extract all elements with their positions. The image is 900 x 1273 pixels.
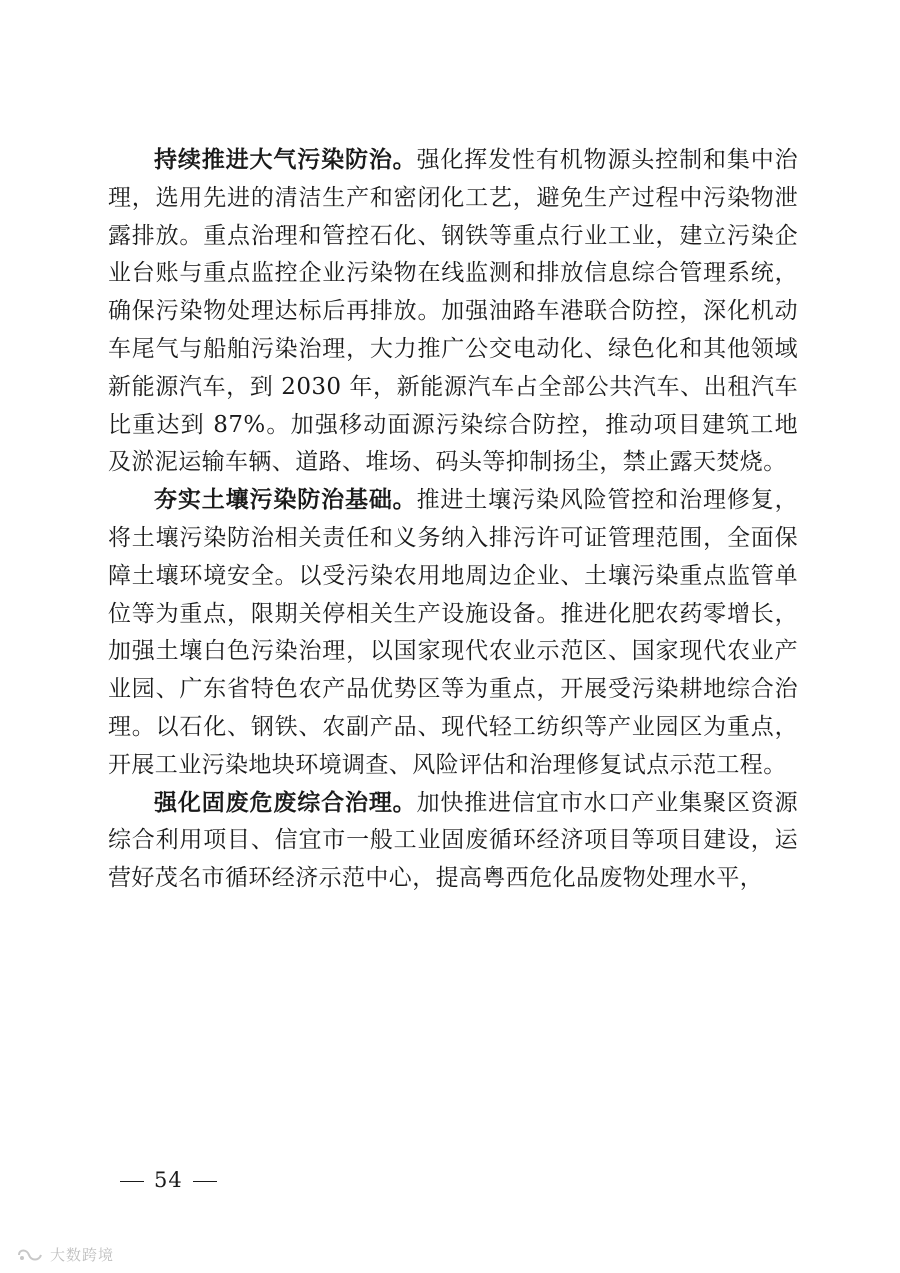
watermark <box>16 1244 114 1265</box>
paragraph-text: 推进土壤污染风险管控和治理修复，将土壤污染防治相关责任和义务纳入排污许可证管理范围，全面保障土壤环境安全。以受污染农用地周边企业、土壤污染重点监管单位等为重点，限期关停相关生产设施设备。推进化肥农药零增长，加强土壤白色污染治理，以国家现代农业示范区、国家现代农业产业园、广东省特色农产品优势区等为重点，开展受污染耕地综合治理。以石化、钢铁、农副产品、现代轻工纺织等产业园区为重点，开展工业污染地块环境调查、风险评估和治理修复试点示范工程。 <box>108 487 798 778</box>
paragraph-text: 强化挥发性有机物源头控制和集中治理，选用先进的清洁生产和密闭化工艺，避免生产过程中污染物泄露排放。重点治理和管控石化、钢铁等重点行业工业，建立污染企业台账与重点监控企业污染物在线监测和排放信息综合管理系统，确保污染物处理达标后再排放。加强油路车港联合防控，深化机动车尾气与船舶污染治理，大力推广公交电动化、绿色化和其他领域新能源汽车，到 2030 年，新能源汽车占全部公共汽车、出租汽车比重达到 87%。加强移动面源污染综合防控，推动项目建筑工地及淤泥运输车辆、道路、堆场、码头等抑制扬尘，禁止露天焚烧。 <box>108 147 798 476</box>
page-number-right-dash <box>193 1181 217 1182</box>
paragraph-heading: 夯实土壤污染防治基础。 <box>154 487 417 514</box>
watermark-text: 大数跨境 <box>50 1246 115 1264</box>
paragraph-air-pollution <box>108 142 798 482</box>
watermark-logo-icon <box>16 1246 44 1264</box>
page-number <box>110 1168 227 1192</box>
paragraph-heading: 强化固废危废综合治理。 <box>154 789 417 816</box>
paragraph-solid-waste <box>108 785 798 898</box>
document-body <box>108 142 798 898</box>
paragraph-soil-pollution <box>108 482 798 784</box>
paragraph-heading: 持续推进大气污染防治。 <box>154 147 417 173</box>
page-number-value: 54 <box>154 1168 183 1192</box>
paragraph-text: 加快推进信宜市水口产业集聚区资源综合利用项目、信宜市一般工业固废循环经济项目等项目建设，运营好茂名市循环经济示范中心，提高粤西危化品废物处理水平， <box>108 789 798 892</box>
page-number-left-dash <box>120 1181 144 1182</box>
